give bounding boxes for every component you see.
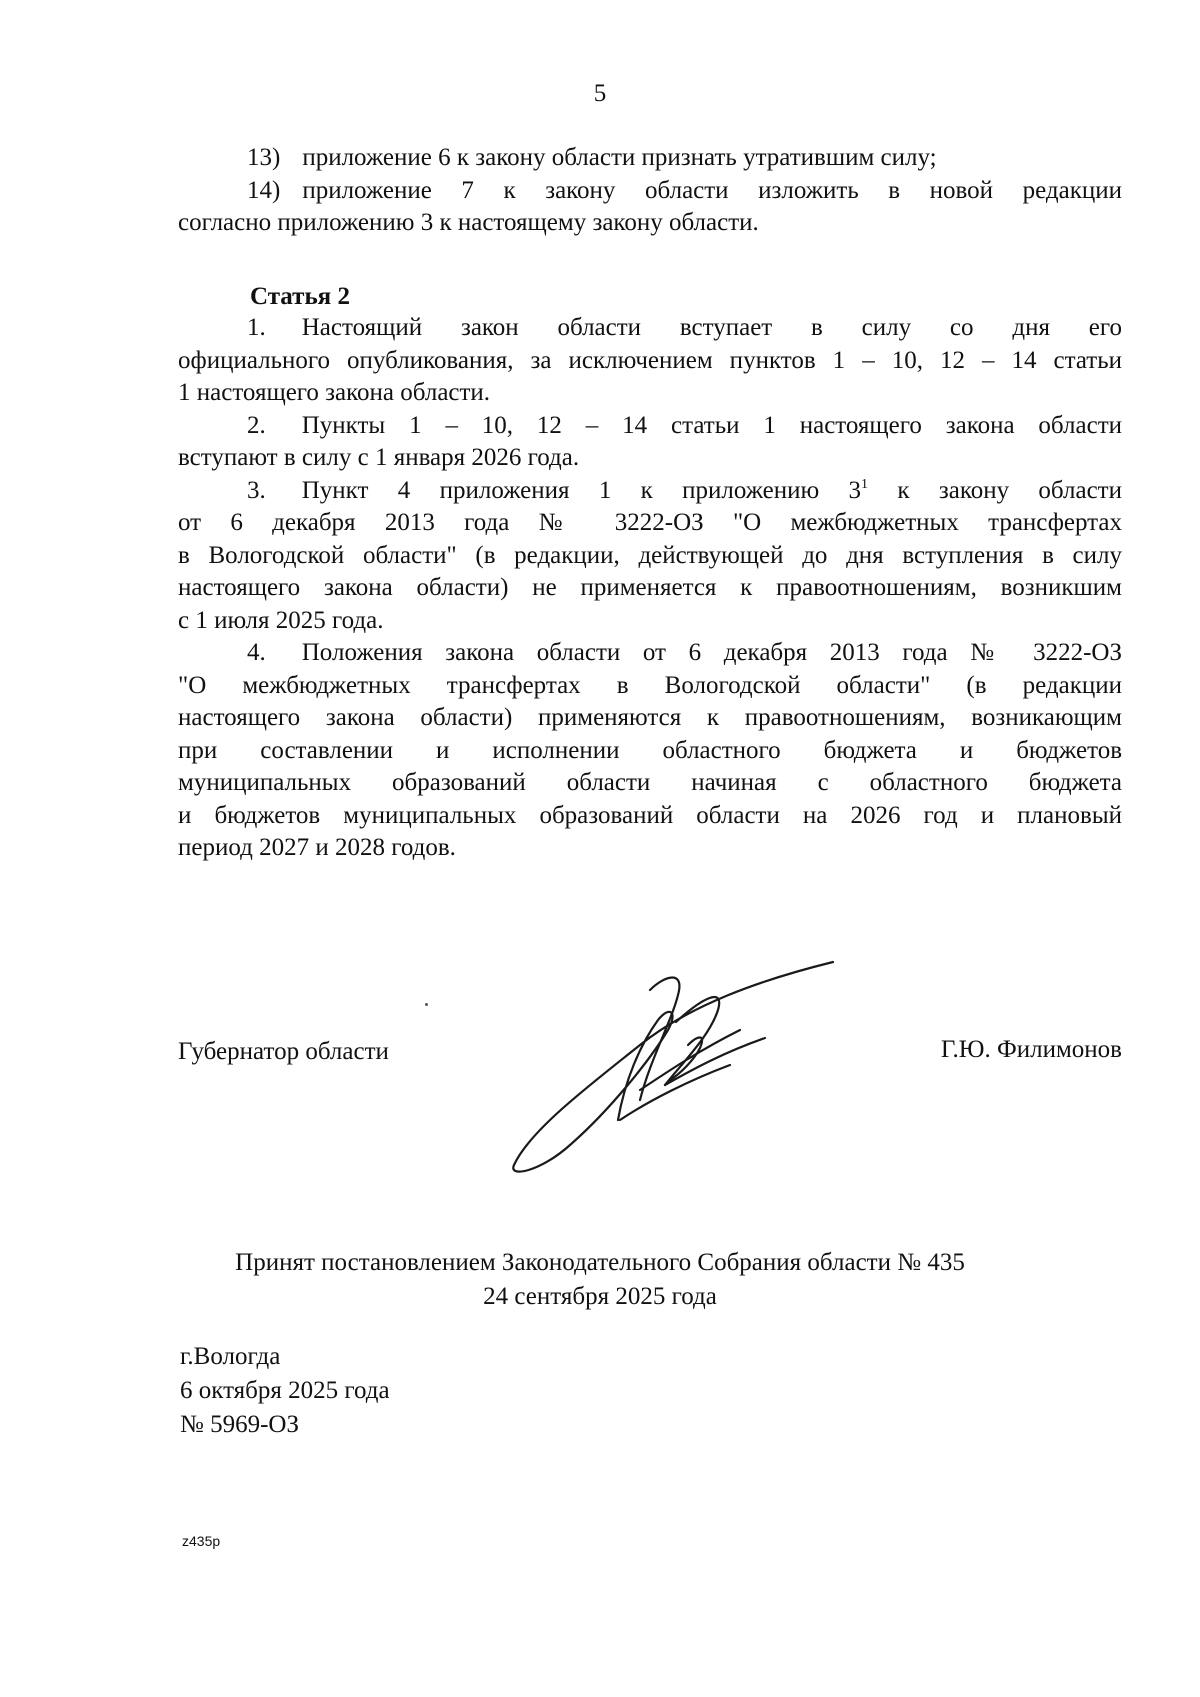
point-3-line-5: с 1 июля 2025 года. — [178, 606, 384, 634]
point-2-line-1: 2. Пункты 1 – 10, 12 – 14 статьи 1 настоящего закона области — [178, 410, 1122, 443]
signatory-position: Губернатор области — [178, 1038, 389, 1065]
items-block — [178, 142, 1122, 240]
point-3-number: 3. — [247, 476, 266, 504]
point-4-line-5: муниципальных образований области начиная с областного бюджета — [178, 769, 1122, 796]
point-4-line-6: и бюджетов муниципальных образований области на 2026 год и плановый — [178, 801, 1122, 829]
superscript: 1 — [861, 476, 869, 492]
signature-image — [500, 950, 840, 1180]
item-13-text: приложение 6 к закону области признать утратившим силу; — [302, 144, 937, 171]
point-3-line-2: от 6 декабря 2013 года № 3222-ОЗ "О межбюджетных трансфертах — [178, 509, 1122, 536]
point-4-line-4: при составлении и исполнении областного бюджета и бюджетов — [178, 736, 1122, 764]
item-13-number: 13) — [247, 144, 281, 171]
point-1-number: 1. — [247, 314, 266, 341]
scan-speck — [425, 1003, 428, 1006]
item-14 — [178, 175, 1122, 208]
point-1-line-3: 1 настоящего закона области. — [178, 379, 491, 406]
point-4-number: 4. — [247, 639, 266, 666]
point-2-line-2: вступают в силу с 1 января 2026 года. — [178, 444, 580, 471]
adoption-date: 24 сентября 2025 года — [483, 1283, 717, 1310]
document-code: z435p — [182, 1533, 221, 1549]
item-14-text-line2: согласно приложению 3 к настоящему закону области. — [178, 209, 759, 236]
adoption-line-1: Принят постановлением Законодательного Собрания области № 435 — [235, 1249, 965, 1276]
item-14-text-line1: приложение 7 к закону области изложить в новой редакции — [302, 176, 1122, 204]
point-2-number: 2. — [247, 411, 266, 439]
point-3-line-4: настоящего закона области) не применяется к правоотношениям, возникшим — [178, 574, 1122, 601]
signatory-name: Г.Ю. Филимонов — [940, 1036, 1122, 1063]
point-4-line-2: "О межбюджетных трансфертах в Вологодской области" (в редакции — [178, 671, 1122, 699]
place-date-number — [180, 1340, 390, 1442]
point-4-line-1: 4. Положения закона области от 6 декабря 2013 года № 3222-ОЗ — [178, 637, 1122, 670]
item-14-number: 14) — [247, 176, 281, 204]
point-4-line-7: период 2027 и 2028 годов. — [178, 834, 456, 861]
point-3-line-3: в Вологодской области" (в редакции, действующей до дня вступления в силу — [178, 541, 1122, 569]
point-4-line-3: настоящего закона области) применяются к правоотношениям, возникающим — [178, 704, 1122, 731]
item-14-cont — [178, 207, 1122, 240]
article-points — [178, 312, 1122, 865]
article-heading: Статья 2 — [250, 283, 350, 310]
point-1-line-2: официального опубликования, за исключением пунктов 1 – 10, 12 – 14 статьи — [178, 346, 1122, 374]
point-3-line-1: 3. Пункт 4 приложения 1 к приложению $3^1$ к закону области — [178, 475, 1122, 508]
point-1-line-1: 1. Настоящий закон области вступает в силу со дня его — [178, 312, 1122, 345]
city: г.Вологда — [180, 1343, 281, 1370]
item-13 — [178, 142, 1122, 175]
law-date: 6 октября 2025 года — [180, 1377, 390, 1404]
law-number: № 5969-ОЗ — [180, 1411, 300, 1438]
page-number: 5 — [593, 80, 607, 107]
adoption-note — [0, 1246, 1200, 1314]
